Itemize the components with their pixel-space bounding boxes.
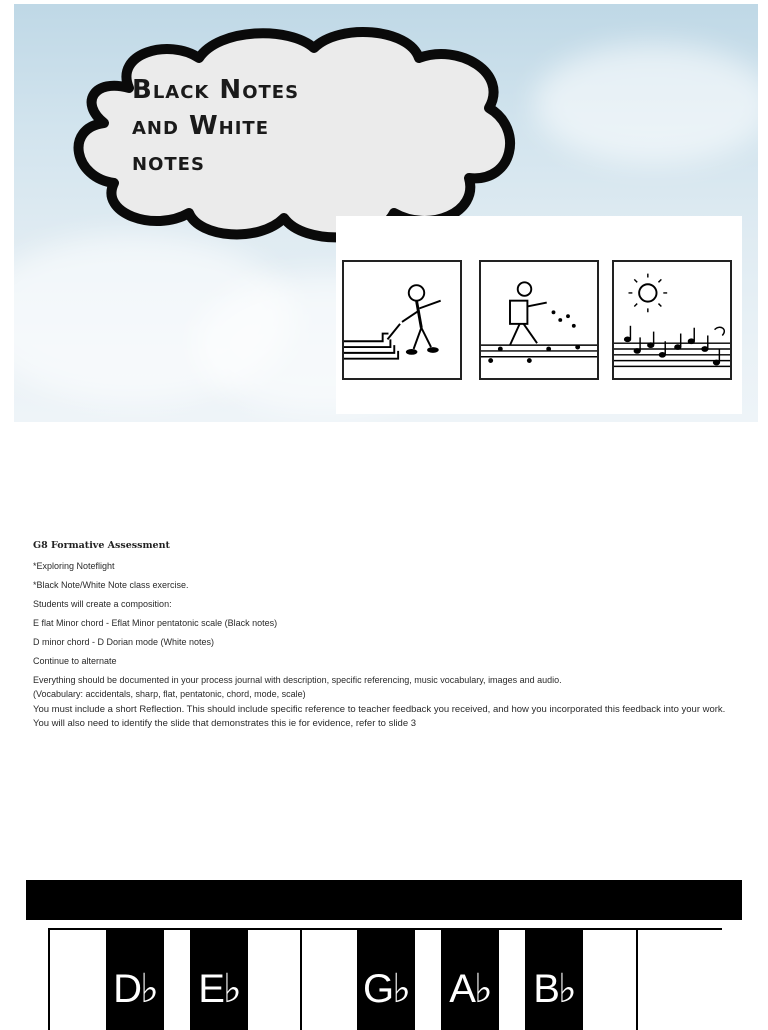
background-cloud <box>534 44 758 164</box>
assessment-line: Everything should be documented in your process journal with description, specific referencing, music vocabulary, images and audio. <box>33 675 562 685</box>
title-slide <box>14 4 758 422</box>
black-key-e-flat: E♭ <box>190 930 248 1030</box>
assessment-line: D minor chord - D Dorian mode (White notes) <box>33 637 215 647</box>
assessment-line: Continue to alternate <box>33 656 117 666</box>
slide-title <box>132 72 432 180</box>
comic-frame <box>342 260 462 380</box>
keyboard-slide <box>26 880 742 1030</box>
assessment-line: (Vocabulary: accidentals, sharp, flat, pentatonic, chord, mode, scale) <box>33 689 306 699</box>
black-key-a-flat: A♭ <box>441 930 499 1030</box>
assessment-line: You must include a short Reflection. This should include specific reference to teacher feedback you received, and how you incorporated this feedback into your work. You will also need to identify the slide that demonstrates this ie for evidence, refer to slide 3 <box>33 704 726 729</box>
title-line: notes <box>132 147 205 177</box>
comic-strip <box>336 216 742 414</box>
black-key-g-flat: G♭ <box>357 930 415 1030</box>
assessment-line: *Black Note/White Note class exercise. <box>33 580 189 590</box>
black-key-d-flat: D♭ <box>106 930 164 1030</box>
title-line: and White <box>132 111 270 141</box>
assessment-line: Students will create a composition: <box>33 599 172 609</box>
black-key-b-flat: B♭ <box>525 930 583 1030</box>
comic-frame <box>612 260 732 380</box>
comic-frame <box>479 260 599 380</box>
title-line: Black Notes <box>132 75 300 105</box>
keyboard-header-bar <box>26 880 742 920</box>
assessment-heading: G8 Formative Assessment <box>33 540 170 551</box>
white-key <box>638 930 722 1030</box>
assessment-line: E flat Minor chord - Eflat Minor pentatonic scale (Black notes) <box>33 618 278 628</box>
assessment-line: *Exploring Noteflight <box>33 561 115 571</box>
assessment-slide <box>33 540 733 731</box>
piano-keyboard <box>48 928 722 1030</box>
